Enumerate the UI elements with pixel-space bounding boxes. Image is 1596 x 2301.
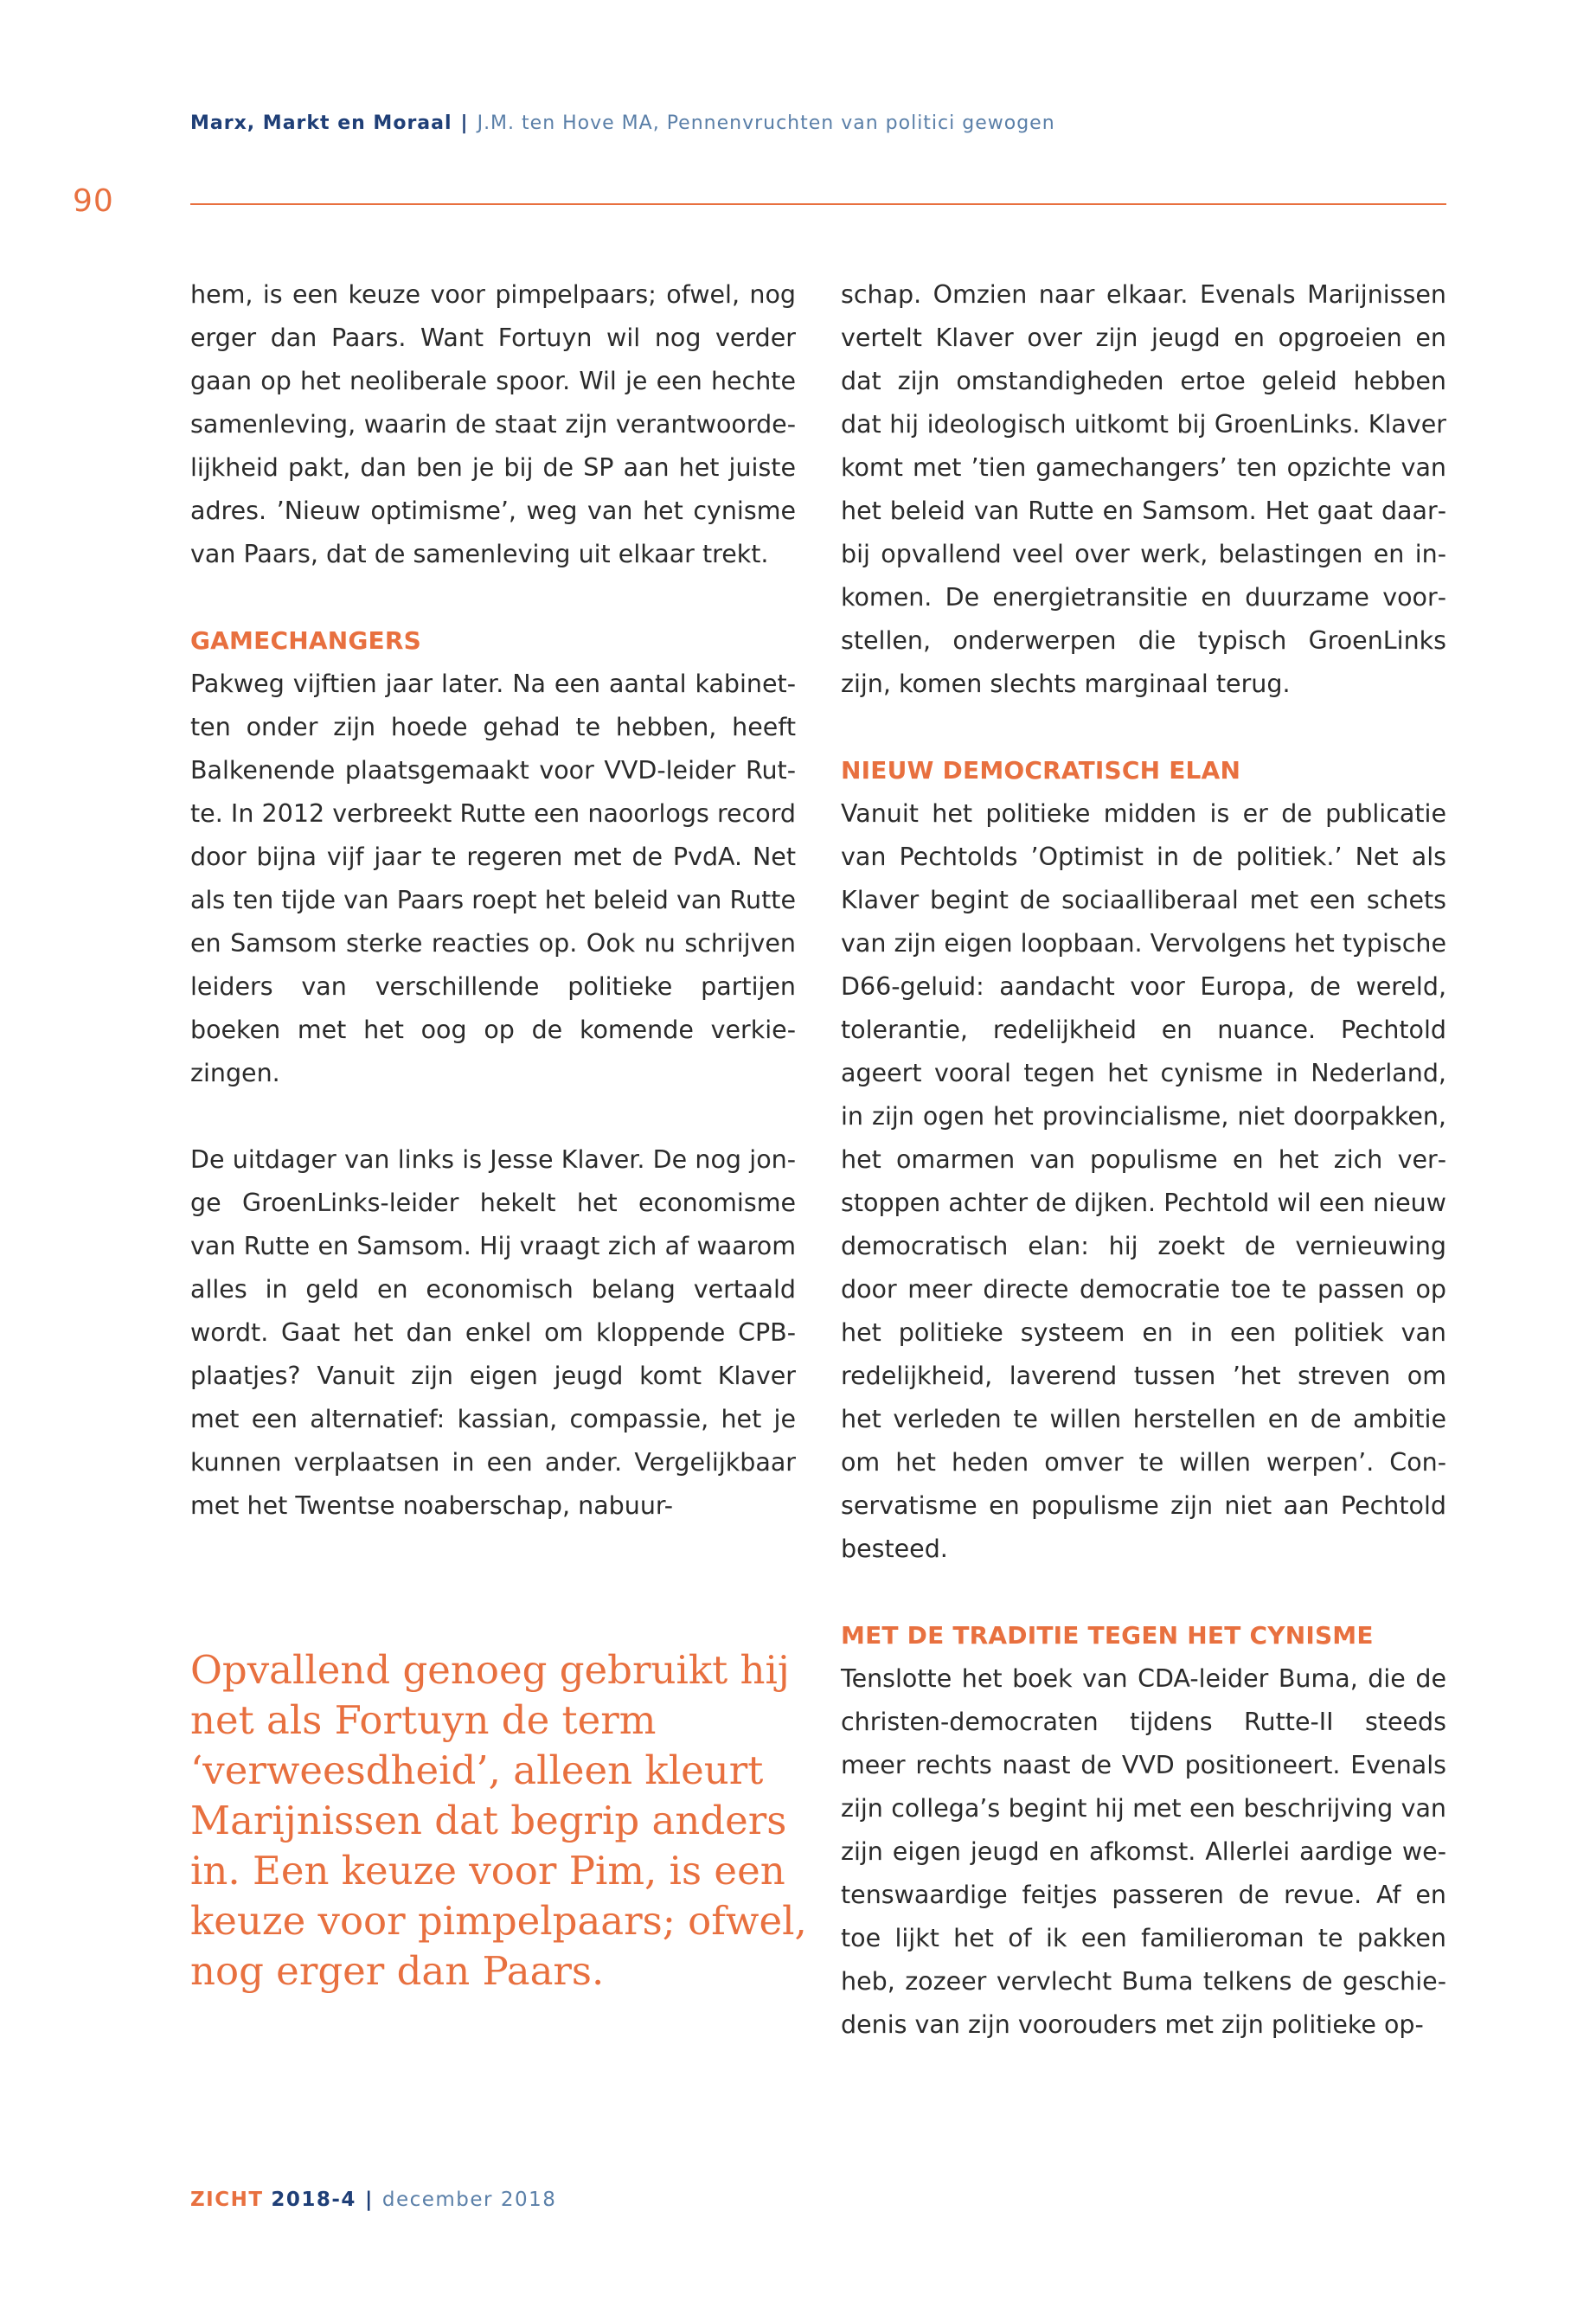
- left-column: [190, 273, 796, 1528]
- magazine-brand: ZICHT: [190, 2189, 264, 2211]
- page-number: 90: [73, 183, 114, 219]
- left-intro-paragraph: hem, is een keuze voor pimpelpaars; ofwel, nog erger dan Paars. Want Fortuyn wil nog verder gaan op het neoliberale spoor. Wil je een hechte samenleving, waarin de staat zijn verantwoordelijkheid pakt, dan ben je bij de SP aan het juiste adres. ’Nieuw optimisme’, weg van het cynisme van Paars, dat de samenleving uit elkaar trekt.: [190, 280, 796, 568]
- elan-paragraph: Vanuit het politieke midden is er de publicatie van Pechtolds ’Optimist in de politiek.’ Net als Klaver begint de sociaalliberaal met een schets van zijn eigen loopbaan. Vervolgens het typische D66-geluid: aandacht voor Europa, de wereld, tolerantie, redelijkheid en nuance. Pechtold ageert vooral tegen het cynisme in Nederland, in zijn ogen het provincialisme, niet doorpakken, het omarmen van populisme en het zich verstoppen achter de dijken. Pechtold wil een nieuw democratisch elan: hij zoekt de vernieuwing door meer directe democratie toe te passen op het politieke systeem en in een politiek van redelijkheid, laverend tussen ’het streven om het verleden te willen herstellen en de ambitie om het heden omver te willen werpen’. Conservatisme en populisme zijn niet aan Pechtold besteed.: [841, 799, 1447, 1563]
- article-subtitle: J.M. ten Hove MA, Pennenvruchten van politici gewogen: [477, 112, 1055, 134]
- right-intro-paragraph: schap. Omzien naar elkaar. Evenals Marijnissen vertelt Klaver over zijn jeugd en opgroeien en dat zijn omstandigheden ertoe geleid hebben dat hij ideologisch uitkomt bij GroenLinks. Klaver komt met ’tien gamechangers’ ten opzichte van het beleid van Rutte en Samsom. Het gaat daarbij opvallend veel over werk, belastingen en inkomen. De energietransitie en duurzame voorstellen, onderwerpen die typisch GroenLinks zijn, komen slechts marginaal terug.: [841, 280, 1446, 698]
- gamechangers-paragraph-2: De uitdager van links is Jesse Klaver. De nog jonge GroenLinks-leider hekelt het economisme van Rutte en Samsom. Hij vraagt zich af waarom alles in geld en economisch belang vertaald wordt. Gaat het dan enkel om kloppende CPB-plaatjes? Vanuit zijn eigen jeugd komt Klaver met een alternatief: kassian, compassie, het je kunnen verplaatsen in een ander. Vergelijkbaar met het Twentse noaberschap, nabuur-: [190, 1145, 796, 1520]
- paragraph-gap: [190, 576, 796, 619]
- paragraph-gap: [841, 706, 1446, 749]
- paragraph-gap: [190, 1095, 796, 1138]
- issue-date: december 2018: [381, 2189, 557, 2211]
- header-divider: [190, 203, 1446, 205]
- journal-title: Marx, Markt en Moraal: [190, 112, 452, 134]
- traditie-paragraph: Tenslotte het boek van CDA-leider Buma, die de christen-democraten tijdens Rutte-II steeds meer rechts naast de VVD positioneert. Evenals zijn collega’s begint hij met een beschrijving van zijn eigen jeugd en afkomst. Allerlei aardige wetenswaardige feitjes passeren de revue. Af en toe lijkt het of ik een familieroman te pakken heb, zozeer vervlecht Buma telkens de geschiedenis van zijn voorouders met zijn politieke op-: [841, 1664, 1446, 2039]
- section-heading-gamechangers: GAMECHANGERS: [190, 626, 421, 655]
- section-heading-nieuw-democratisch-elan: NIEUW DEMOCRATISCH ELAN: [841, 756, 1241, 785]
- header-separator: |: [460, 112, 469, 134]
- paragraph-gap: [841, 1571, 1446, 1614]
- section-heading-met-de-traditie: MET DE TRADITIE TEGEN HET CYNISME: [841, 1621, 1374, 1650]
- pull-quote: Opvallend genoeg gebruikt hij net als Fortuyn de term ‘verweesdheid’, alleen kleurt Marijnissen dat begrip anders in. Een keuze voor Pim, is een keuze voor pimpelpaars; ofwel, nog erger dan Paars.: [190, 1647, 807, 1994]
- right-column: [841, 273, 1446, 2047]
- issue-number: 2018-4: [271, 2189, 356, 2211]
- running-footer: [190, 2189, 556, 2211]
- footer-separator: |: [364, 2189, 374, 2211]
- gamechangers-paragraph-1: Pakweg vijftien jaar later. Na een aantal kabinetten onder zijn hoede gehad te hebben, heeft Balkenende plaatsgemaakt voor VVD-leider Rutte. In 2012 verbreekt Rutte een naoorlogs record door bijna vijf jaar te regeren met de PvdA. Net als ten tijde van Paars roept het beleid van Rutte en Samsom sterke reacties op. Ook nu schrijven leiders van verschillende politieke partijen boeken met het oog op de komende verkiezingen.: [190, 670, 796, 1087]
- running-header: [190, 112, 1055, 134]
